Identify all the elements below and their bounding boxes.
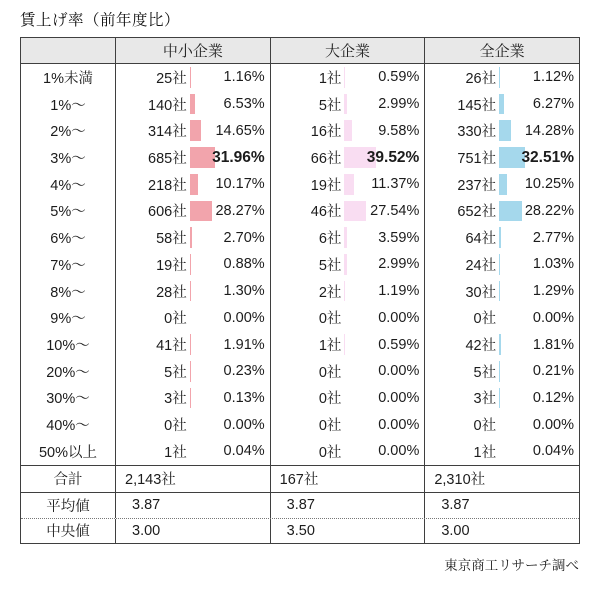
page-title: 賃上げ率（前年度比） <box>20 12 181 29</box>
percent-value: 0.00% <box>378 363 420 380</box>
data-bar <box>190 120 202 141</box>
count-cell: 1社 <box>164 444 187 461</box>
percent-cell <box>190 278 270 305</box>
data-bar <box>344 254 346 275</box>
percent-cell <box>190 144 270 171</box>
total-value: 167社 <box>279 472 319 489</box>
count-cell: 41社 <box>156 338 187 355</box>
data-bar <box>190 67 191 88</box>
count-cell: 5社 <box>318 97 342 114</box>
percent-cell <box>190 438 270 465</box>
company-cell <box>116 304 271 331</box>
data-bar <box>499 94 504 115</box>
percent-value: 3.59% <box>378 229 420 246</box>
data-bar <box>190 334 192 355</box>
company-cell <box>425 171 579 198</box>
data-bar <box>499 174 507 195</box>
count-cell: 652社 <box>457 204 497 221</box>
percent-value: 14.65% <box>215 122 265 139</box>
percent-cell <box>344 411 424 438</box>
company-cell <box>425 144 579 171</box>
count-cell: 0社 <box>473 311 497 328</box>
company-cell <box>116 198 271 225</box>
count-cell: 0社 <box>318 391 342 408</box>
row-label: 5%〜 <box>21 198 116 225</box>
count-cell: 0社 <box>473 418 497 435</box>
table-row <box>21 144 579 171</box>
median-value: 3.00 <box>132 522 161 539</box>
count-cell: 0社 <box>164 418 187 435</box>
percent-value: 1.16% <box>223 69 265 86</box>
total-value: 2,143社 <box>125 472 176 489</box>
company-cell <box>271 438 426 465</box>
company-cell <box>425 117 579 144</box>
percent-cell <box>190 64 270 91</box>
percent-cell <box>499 198 579 225</box>
percent-value: 2.77% <box>532 229 575 246</box>
median-row <box>21 518 579 543</box>
percent-cell <box>344 278 424 305</box>
percent-value: 0.59% <box>378 69 420 86</box>
company-cell <box>271 144 426 171</box>
percent-cell <box>499 438 579 465</box>
table-row <box>21 117 579 144</box>
percent-cell <box>190 198 270 225</box>
count-cell: 5社 <box>473 364 497 381</box>
count-cell: 24社 <box>465 257 497 274</box>
count-cell: 5社 <box>164 364 187 381</box>
data-bar <box>499 281 500 302</box>
summary-cell <box>116 519 271 543</box>
count-cell: 5社 <box>318 257 342 274</box>
percent-cell <box>499 304 579 331</box>
percent-value: 6.53% <box>223 96 265 113</box>
column-header: 大企業 <box>271 38 426 63</box>
percent-value: 1.91% <box>223 336 265 353</box>
count-cell: 42社 <box>465 338 497 355</box>
corner-cell <box>21 38 116 63</box>
percent-cell <box>499 144 579 171</box>
company-cell <box>116 438 271 465</box>
percent-cell <box>499 411 579 438</box>
company-cell <box>425 331 579 358</box>
company-cell <box>425 198 579 225</box>
data-bar <box>344 281 345 302</box>
count-cell: 1社 <box>318 338 342 355</box>
row-label: 20%〜 <box>21 358 116 385</box>
data-bar <box>499 67 500 88</box>
company-cell <box>425 358 579 385</box>
count-cell: 2社 <box>318 284 342 301</box>
percent-cell <box>344 304 424 331</box>
company-cell <box>116 358 271 385</box>
percent-value: 1.29% <box>532 283 575 300</box>
summary-cell <box>271 519 426 543</box>
data-bar <box>190 281 191 302</box>
percent-cell <box>344 224 424 251</box>
percent-value: 0.04% <box>532 443 575 460</box>
row-label: 9%〜 <box>21 304 116 331</box>
company-cell <box>271 385 426 412</box>
row-label: 4%〜 <box>21 171 116 198</box>
count-cell: 314社 <box>148 124 187 141</box>
row-label: 10%〜 <box>21 331 116 358</box>
count-cell: 237社 <box>457 177 497 194</box>
percent-value: 10.17% <box>215 176 265 193</box>
data-bar <box>499 120 510 141</box>
table-row <box>21 251 579 278</box>
percent-cell <box>344 198 424 225</box>
percent-cell <box>190 224 270 251</box>
table-row <box>21 385 579 412</box>
count-cell: 3社 <box>473 391 497 408</box>
company-cell <box>271 304 426 331</box>
percent-cell <box>190 171 270 198</box>
percent-value: 1.12% <box>532 69 575 86</box>
table-row <box>21 171 579 198</box>
company-cell <box>425 304 579 331</box>
company-cell <box>271 117 426 144</box>
wage-increase-table <box>20 37 580 544</box>
percent-value: 32.51% <box>521 148 575 166</box>
data-bar <box>344 94 346 115</box>
mean-value: 3.87 <box>441 497 470 514</box>
percent-cell <box>344 117 424 144</box>
count-cell: 58社 <box>156 231 187 248</box>
company-cell <box>425 385 579 412</box>
data-bar <box>344 174 353 195</box>
data-bar <box>190 94 195 115</box>
count-cell: 606社 <box>148 204 187 221</box>
count-cell: 0社 <box>164 311 187 328</box>
percent-cell <box>344 91 424 118</box>
company-cell <box>425 64 579 91</box>
data-bar <box>499 227 501 248</box>
percent-cell <box>499 91 579 118</box>
percent-value: 0.00% <box>223 309 265 326</box>
percent-value: 0.21% <box>532 363 575 380</box>
median-value: 3.00 <box>441 522 470 539</box>
company-cell <box>116 171 271 198</box>
count-cell: 66社 <box>310 151 342 168</box>
row-label: 1%〜 <box>21 91 116 118</box>
mean-value: 3.87 <box>286 497 315 514</box>
percent-cell <box>499 331 579 358</box>
percent-cell <box>499 171 579 198</box>
count-cell: 19社 <box>156 257 187 274</box>
percent-cell <box>190 331 270 358</box>
count-cell: 3社 <box>164 391 187 408</box>
data-bar <box>190 174 198 195</box>
company-cell <box>425 91 579 118</box>
table-row <box>21 411 579 438</box>
percent-value: 28.27% <box>215 202 265 219</box>
percent-value: 0.59% <box>378 336 420 353</box>
percent-cell <box>344 251 424 278</box>
table-row <box>21 278 579 305</box>
company-cell <box>271 358 426 385</box>
table-row <box>21 358 579 385</box>
percent-cell <box>190 304 270 331</box>
count-cell: 140社 <box>148 97 187 114</box>
row-label: 7%〜 <box>21 251 116 278</box>
count-cell: 0社 <box>318 444 342 461</box>
column-header: 全企業 <box>479 43 525 60</box>
percent-cell <box>344 144 424 171</box>
company-cell <box>271 251 426 278</box>
data-bar <box>499 334 500 355</box>
data-bar <box>344 227 347 248</box>
company-cell <box>116 251 271 278</box>
company-cell <box>116 331 271 358</box>
percent-cell <box>499 358 579 385</box>
count-cell: 751社 <box>457 151 497 168</box>
count-cell: 685社 <box>148 151 187 168</box>
percent-value: 11.37% <box>371 176 420 193</box>
row-label: 3%〜 <box>21 144 116 171</box>
data-bar <box>499 254 500 275</box>
company-cell <box>271 91 426 118</box>
table-row <box>21 438 579 465</box>
percent-value: 10.25% <box>524 176 575 193</box>
table-row <box>21 224 579 251</box>
summary-label: 中央値 <box>21 519 116 543</box>
count-cell: 25社 <box>156 70 187 87</box>
summary-cell <box>425 466 579 492</box>
percent-value: 0.88% <box>223 256 265 273</box>
percent-value: 0.00% <box>223 416 265 433</box>
count-cell: 28社 <box>156 284 187 301</box>
count-cell: 19社 <box>310 177 342 194</box>
data-bar <box>190 227 192 248</box>
count-cell: 64社 <box>465 231 497 248</box>
percent-value: 6.27% <box>532 96 575 113</box>
percent-value: 1.81% <box>532 336 575 353</box>
summary-cell <box>425 519 579 543</box>
company-cell <box>271 198 426 225</box>
percent-cell <box>499 224 579 251</box>
percent-cell <box>344 171 424 198</box>
count-cell: 0社 <box>318 364 342 381</box>
percent-cell <box>344 331 424 358</box>
percent-cell <box>499 251 579 278</box>
percent-value: 39.52% <box>366 148 420 166</box>
company-cell <box>271 331 426 358</box>
summary-cell <box>425 493 579 518</box>
median-value: 3.50 <box>286 522 315 539</box>
percent-value: 2.99% <box>378 256 420 273</box>
percent-value: 1.30% <box>223 283 265 300</box>
source-note: 東京商工リサーチ調べ <box>444 558 579 573</box>
mean-row <box>21 492 579 518</box>
percent-value: 28.22% <box>524 202 575 219</box>
percent-cell <box>344 385 424 412</box>
percent-value: 1.03% <box>532 256 575 273</box>
percent-cell <box>190 117 270 144</box>
table-header-row <box>21 38 579 64</box>
table-row <box>21 304 579 331</box>
count-cell: 145社 <box>457 97 497 114</box>
percent-value: 1.19% <box>378 283 420 300</box>
count-cell: 6社 <box>318 231 342 248</box>
company-cell <box>116 278 271 305</box>
percent-value: 0.00% <box>378 389 420 406</box>
percent-cell <box>344 358 424 385</box>
company-cell <box>116 224 271 251</box>
company-cell <box>425 411 579 438</box>
company-cell <box>116 385 271 412</box>
company-cell <box>425 438 579 465</box>
table-row <box>21 64 579 91</box>
data-bar <box>190 201 213 222</box>
row-label: 2%〜 <box>21 117 116 144</box>
summary-cell <box>116 466 271 492</box>
count-cell: 16社 <box>310 124 342 141</box>
percent-value: 0.12% <box>532 389 575 406</box>
percent-value: 9.58% <box>378 122 420 139</box>
percent-cell <box>499 278 579 305</box>
count-cell: 330社 <box>457 124 497 141</box>
row-label: 8%〜 <box>21 278 116 305</box>
company-cell <box>271 224 426 251</box>
count-cell: 0社 <box>318 418 342 435</box>
percent-cell <box>190 91 270 118</box>
company-cell <box>116 64 271 91</box>
percent-value: 0.00% <box>378 416 420 433</box>
percent-cell <box>190 251 270 278</box>
summary-cell <box>271 493 426 518</box>
count-cell: 1社 <box>473 444 497 461</box>
percent-value: 0.13% <box>223 389 265 406</box>
table-row <box>21 198 579 225</box>
percent-cell <box>190 358 270 385</box>
percent-value: 0.00% <box>532 416 575 433</box>
count-cell: 30社 <box>465 284 497 301</box>
data-bar <box>190 254 191 275</box>
company-cell <box>425 251 579 278</box>
summary-cell <box>271 466 426 492</box>
percent-value: 0.04% <box>223 443 265 460</box>
count-cell: 26社 <box>465 70 497 87</box>
percent-value: 14.28% <box>524 122 575 139</box>
percent-cell <box>499 64 579 91</box>
table-row <box>21 91 579 118</box>
percent-cell <box>190 385 270 412</box>
percent-cell <box>190 411 270 438</box>
percent-cell <box>344 438 424 465</box>
percent-value: 31.96% <box>212 148 265 166</box>
company-cell <box>271 411 426 438</box>
row-label: 40%〜 <box>21 411 116 438</box>
percent-value: 2.70% <box>223 229 265 246</box>
percent-cell <box>344 64 424 91</box>
summary-label: 合計 <box>21 466 116 492</box>
company-cell <box>116 144 271 171</box>
total-row <box>21 465 579 492</box>
count-cell: 0社 <box>318 311 342 328</box>
company-cell <box>116 117 271 144</box>
total-value: 2,310社 <box>434 472 486 489</box>
company-cell <box>425 278 579 305</box>
percent-value: 0.23% <box>223 363 265 380</box>
percent-value: 2.99% <box>378 96 420 113</box>
count-cell: 46社 <box>310 204 342 221</box>
percent-cell <box>499 117 579 144</box>
percent-cell <box>499 385 579 412</box>
company-cell <box>271 278 426 305</box>
table-row <box>21 331 579 358</box>
percent-value: 0.00% <box>378 443 420 460</box>
company-cell <box>271 64 426 91</box>
row-label: 6%〜 <box>21 224 116 251</box>
data-bar <box>344 201 366 222</box>
count-cell: 218社 <box>148 177 187 194</box>
column-header: 中小企業 <box>116 38 271 63</box>
row-label: 50%以上 <box>21 438 116 465</box>
row-label: 30%〜 <box>21 385 116 412</box>
percent-value: 0.00% <box>532 309 575 326</box>
data-bar <box>344 120 352 141</box>
percent-value: 0.00% <box>378 309 420 326</box>
summary-cell <box>116 493 271 518</box>
count-cell: 1社 <box>318 70 342 87</box>
percent-value: 27.54% <box>370 202 420 219</box>
summary-label: 平均値 <box>21 493 116 518</box>
company-cell <box>116 91 271 118</box>
company-cell <box>116 411 271 438</box>
mean-value: 3.87 <box>132 497 161 514</box>
row-label: 1%未満 <box>21 64 116 91</box>
company-cell <box>271 171 426 198</box>
company-cell <box>425 224 579 251</box>
data-bar <box>499 201 522 222</box>
